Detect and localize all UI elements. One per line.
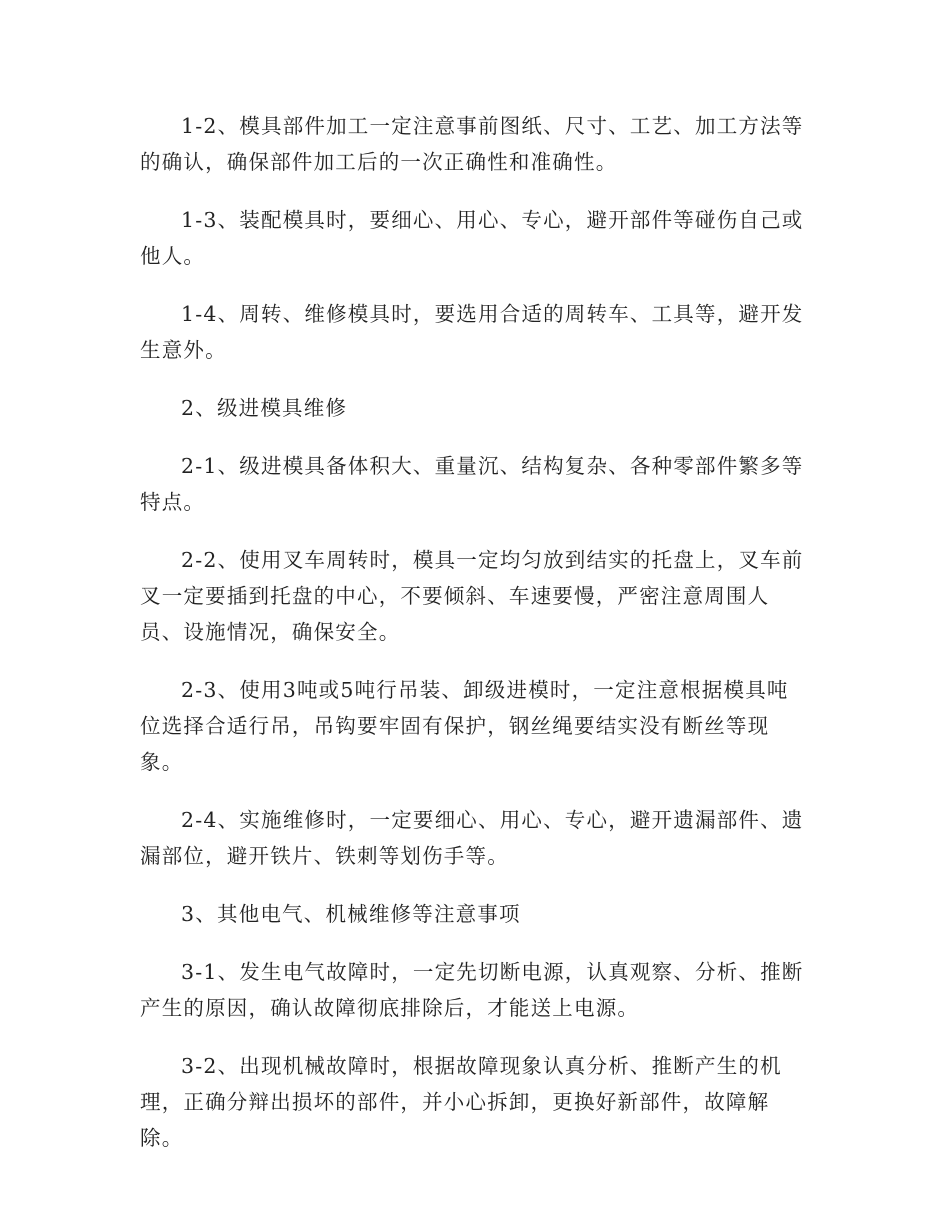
paragraph-2-3 xyxy=(140,672,808,780)
paragraph-line: 2-4、实施维修时，一定要细心、用心、专心，避开遗漏部件、遗 xyxy=(181,808,804,832)
paragraph-1-3 xyxy=(140,202,808,274)
paragraph-3-2 xyxy=(140,1048,808,1156)
paragraph-line: 叉一定要插到托盘的中心，不要倾斜、车速要慢，严密注意周围人 xyxy=(140,584,770,608)
paragraph-line: 生意外。 xyxy=(140,338,227,362)
paragraph-line: 他人。 xyxy=(140,244,206,268)
paragraph-line: 理，正确分辩出损坏的部件，并小心拆卸，更换好新部件，故障解 xyxy=(140,1090,770,1114)
paragraph-1-2 xyxy=(140,108,808,180)
paragraph-line: 的确认，确保部件加工后的一次正确性和准确性。 xyxy=(140,150,618,174)
paragraph-line: 员、设施情况，确保安全。 xyxy=(140,620,401,644)
heading-line: 2、级进模具维修 xyxy=(181,396,348,420)
paragraph-line: 象。 xyxy=(140,750,184,774)
paragraph-line: 特点。 xyxy=(140,490,206,514)
paragraph-2-4 xyxy=(140,802,808,874)
heading-line: 3、其他电气、机械维修等注意事项 xyxy=(181,902,521,926)
paragraph-line: 1-2、模具部件加工一定注意事前图纸、尺寸、工艺、加工方法等 xyxy=(181,114,804,138)
paragraph-line: 2-1、级进模具备体积大、重量沉、结构复杂、各种零部件繁多等 xyxy=(181,454,804,478)
paragraph-line: 产生的原因，确认故障彻底排除后，才能送上电源。 xyxy=(140,996,640,1020)
section-heading-3 xyxy=(140,896,808,932)
paragraph-3-1 xyxy=(140,954,808,1026)
paragraph-line: 位选择合适行吊，吊钩要牢固有保护，钢丝绳要结实没有断丝等现 xyxy=(140,714,770,738)
document-body xyxy=(140,108,808,1178)
paragraph-line: 漏部位，避开铁片、铁刺等划伤手等。 xyxy=(140,844,509,868)
paragraph-line: 3-1、发生电气故障时，一定先切断电源，认真观察、分析、推断 xyxy=(181,960,804,984)
paragraph-1-4 xyxy=(140,296,808,368)
paragraph-2-1 xyxy=(140,448,808,520)
paragraph-2-2 xyxy=(140,542,808,650)
paragraph-line: 除。 xyxy=(140,1126,184,1150)
paragraph-line: 2-3、使用3吨或5吨行吊装、卸级进模时，一定注意根据模具吨 xyxy=(181,678,789,702)
paragraph-line: 2-2、使用叉车周转时，模具一定均匀放到结实的托盘上，叉车前 xyxy=(181,548,804,572)
paragraph-line: 1-4、周转、维修模具时，要选用合适的周转车、工具等，避开发 xyxy=(181,302,804,326)
paragraph-line: 1-3、装配模具时，要细心、用心、专心，避开部件等碰伤自己或 xyxy=(181,208,804,232)
section-heading-2 xyxy=(140,390,808,426)
paragraph-line: 3-2、出现机械故障时，根据故障现象认真分析、推断产生的机 xyxy=(181,1054,782,1078)
